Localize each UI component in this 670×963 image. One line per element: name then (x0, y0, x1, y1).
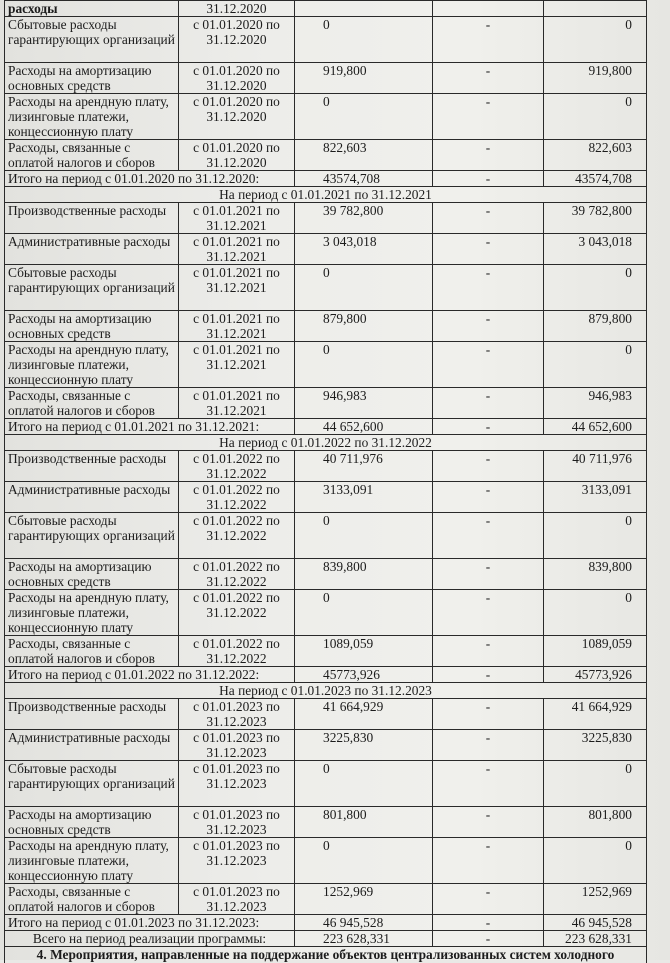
cost-item-name: Расходы на арендную плату, лизинговые платежи, концессионную плату (5, 342, 179, 388)
period-total-dash: - (433, 171, 544, 187)
cost-item-value2: 0 (544, 94, 647, 140)
period-header: На период с 01.01.2021 по 31.12.2021 (5, 187, 647, 203)
cost-item-period: с 01.01.2023 по 31.12.2023 (179, 884, 295, 915)
cost-item-dash: - (433, 559, 544, 590)
grand-total-value2: 223 628,331 (544, 931, 647, 947)
period-total-label: Итого на период с 01.01.2023 по 31.12.2023: (5, 915, 295, 931)
cost-item-value2: 1252,969 (544, 884, 647, 915)
cost-item-dash: - (433, 884, 544, 915)
cost-item-value: 3133,091 (295, 482, 433, 513)
period-header-row (5, 683, 647, 699)
cost-item-name: Расходы на амортизацию основных средств (5, 559, 179, 590)
cost-item-period: с 01.01.2021 по 31.12.2021 (179, 342, 295, 388)
cost-item-value2: 3133,091 (544, 482, 647, 513)
cost-item-name: расходы (5, 1, 179, 17)
period-total-value: 43574,708 (295, 171, 433, 187)
cost-item-dash: - (433, 342, 544, 388)
period-header: На период с 01.01.2023 по 31.12.2023 (5, 683, 647, 699)
table-row (5, 807, 647, 838)
cost-item-value: 0 (295, 17, 433, 63)
cost-item-period: 31.12.2020 (179, 1, 295, 17)
cost-item-value: 3 043,018 (295, 234, 433, 265)
cost-item-name: Расходы на арендную плату, лизинговые платежи, концессионную плату (5, 838, 179, 884)
cost-item-value2: 822,603 (544, 140, 647, 171)
period-total-value2: 43574,708 (544, 171, 647, 187)
cost-item-period: с 01.01.2023 по 31.12.2023 (179, 807, 295, 838)
table-row (5, 451, 647, 482)
table-row (5, 884, 647, 915)
cost-item-value (295, 1, 433, 17)
cost-item-dash (433, 1, 544, 17)
cost-item-value: 0 (295, 838, 433, 884)
period-total-value2: 44 652,600 (544, 419, 647, 435)
cost-item-dash: - (433, 807, 544, 838)
cost-item-value2: 1089,059 (544, 636, 647, 667)
cost-item-period: с 01.01.2022 по 31.12.2022 (179, 559, 295, 590)
cost-item-value2: 0 (544, 838, 647, 884)
cost-item-period: с 01.01.2020 по 31.12.2020 (179, 94, 295, 140)
cost-item-value: 919,800 (295, 63, 433, 94)
cost-item-value2: 801,800 (544, 807, 647, 838)
cost-item-dash: - (433, 699, 544, 730)
grand-total-value: 223 628,331 (295, 931, 433, 947)
period-total-label: Итого на период с 01.01.2022 по 31.12.2022: (5, 667, 295, 683)
period-total-value2: 45773,926 (544, 667, 647, 683)
period-total-dash: - (433, 667, 544, 683)
table-row (5, 559, 647, 590)
table-row (5, 513, 647, 559)
cost-item-value: 0 (295, 761, 433, 807)
period-total-row (5, 667, 647, 683)
cost-item-value2: 0 (544, 17, 647, 63)
table-row (5, 63, 647, 94)
cost-item-period: с 01.01.2022 по 31.12.2022 (179, 482, 295, 513)
cost-item-value2: 0 (544, 342, 647, 388)
period-total-row (5, 171, 647, 187)
cost-item-value: 41 664,929 (295, 699, 433, 730)
table-row (5, 342, 647, 388)
cost-item-dash: - (433, 63, 544, 94)
cost-item-value: 0 (295, 590, 433, 636)
cost-item-dash: - (433, 482, 544, 513)
table-row (5, 94, 647, 140)
cost-item-period: с 01.01.2021 по 31.12.2021 (179, 265, 295, 311)
cost-item-name: Расходы на амортизацию основных средств (5, 63, 179, 94)
period-total-row (5, 915, 647, 931)
cost-item-dash: - (433, 265, 544, 311)
cost-item-value: 1089,059 (295, 636, 433, 667)
cost-item-value: 946,983 (295, 388, 433, 419)
cost-item-period: с 01.01.2023 по 31.12.2023 (179, 699, 295, 730)
table-row (5, 699, 647, 730)
cost-item-value: 801,800 (295, 807, 433, 838)
period-total-dash: - (433, 419, 544, 435)
cost-item-value: 0 (295, 265, 433, 311)
cost-item-period: с 01.01.2022 по 31.12.2022 (179, 513, 295, 559)
cost-item-value: 0 (295, 94, 433, 140)
section-title-row (5, 947, 647, 963)
cost-item-name: Расходы, связанные с оплатой налогов и сборов (5, 140, 179, 171)
section-title: 4. Мероприятия, направленные на поддержание объектов централизованных систем холодного (5, 947, 647, 963)
cost-item-value2: 3225,830 (544, 730, 647, 761)
cost-item-value: 1252,969 (295, 884, 433, 915)
cost-item-name: Расходы на амортизацию основных средств (5, 311, 179, 342)
period-header-row (5, 187, 647, 203)
cost-item-period: с 01.01.2021 по 31.12.2021 (179, 203, 295, 234)
cost-item-value2: 41 664,929 (544, 699, 647, 730)
cost-item-name: Административные расходы (5, 730, 179, 761)
table-row (5, 388, 647, 419)
cost-item-period: с 01.01.2022 по 31.12.2022 (179, 590, 295, 636)
cost-item-name: Сбытовые расходы гарантирующих организаций (5, 513, 179, 559)
cost-item-value: 822,603 (295, 140, 433, 171)
cost-item-period: с 01.01.2020 по 31.12.2020 (179, 140, 295, 171)
cost-item-name: Расходы на амортизацию основных средств (5, 807, 179, 838)
table-row (5, 761, 647, 807)
cost-item-dash: - (433, 17, 544, 63)
period-total-value: 46 945,528 (295, 915, 433, 931)
cost-item-dash: - (433, 311, 544, 342)
cost-item-name: Расходы, связанные с оплатой налогов и сборов (5, 884, 179, 915)
cost-item-value: 3225,830 (295, 730, 433, 761)
cost-item-dash: - (433, 590, 544, 636)
cost-item-dash: - (433, 730, 544, 761)
cost-item-dash: - (433, 94, 544, 140)
table-row (5, 590, 647, 636)
cost-item-value: 0 (295, 513, 433, 559)
cost-item-dash: - (433, 203, 544, 234)
cost-item-period: с 01.01.2020 по 31.12.2020 (179, 63, 295, 94)
cost-item-value2: 919,800 (544, 63, 647, 94)
table-row (5, 17, 647, 63)
cost-item-value2: 839,800 (544, 559, 647, 590)
cost-item-value: 39 782,800 (295, 203, 433, 234)
cost-item-value2: 0 (544, 513, 647, 559)
cost-item-name: Сбытовые расходы гарантирующих организаций (5, 17, 179, 63)
cost-item-value: 40 711,976 (295, 451, 433, 482)
grand-total-dash: - (433, 931, 544, 947)
cost-item-period: с 01.01.2021 по 31.12.2021 (179, 388, 295, 419)
cost-item-period: с 01.01.2020 по 31.12.2020 (179, 17, 295, 63)
period-total-value: 45773,926 (295, 667, 433, 683)
cost-item-value2 (544, 1, 647, 17)
cost-item-value: 0 (295, 342, 433, 388)
cost-item-dash: - (433, 636, 544, 667)
table-row (5, 482, 647, 513)
cost-item-dash: - (433, 761, 544, 807)
cost-item-value2: 40 711,976 (544, 451, 647, 482)
grand-total-label: Всего на период реализации программы: (5, 931, 295, 947)
table-row (5, 234, 647, 265)
cost-item-period: с 01.01.2023 по 31.12.2023 (179, 838, 295, 884)
cost-item-name: Расходы, связанные с оплатой налогов и сборов (5, 636, 179, 667)
cost-item-value2: 0 (544, 761, 647, 807)
cost-item-name: Расходы на арендную плату, лизинговые платежи, концессионную плату (5, 94, 179, 140)
cost-item-name: Административные расходы (5, 234, 179, 265)
cost-item-period: с 01.01.2022 по 31.12.2022 (179, 636, 295, 667)
expenses-table (4, 0, 647, 963)
cost-item-value: 879,800 (295, 311, 433, 342)
table-row (5, 1, 647, 17)
cost-item-value2: 946,983 (544, 388, 647, 419)
table-row (5, 730, 647, 761)
expenses-table-body (5, 1, 647, 963)
table-row (5, 203, 647, 234)
cost-item-name: Сбытовые расходы гарантирующих организаций (5, 265, 179, 311)
table-row (5, 636, 647, 667)
cost-item-dash: - (433, 140, 544, 171)
table-row (5, 838, 647, 884)
cost-item-dash: - (433, 388, 544, 419)
cost-item-value2: 0 (544, 590, 647, 636)
cost-item-value2: 0 (544, 265, 647, 311)
cost-item-name: Сбытовые расходы гарантирующих организаций (5, 761, 179, 807)
table-row (5, 140, 647, 171)
period-total-value2: 46 945,528 (544, 915, 647, 931)
cost-item-name: Расходы на арендную плату, лизинговые платежи, концессионную плату (5, 590, 179, 636)
cost-item-dash: - (433, 234, 544, 265)
cost-item-value2: 3 043,018 (544, 234, 647, 265)
cost-item-value2: 39 782,800 (544, 203, 647, 234)
period-total-dash: - (433, 915, 544, 931)
cost-item-period: с 01.01.2023 по 31.12.2023 (179, 761, 295, 807)
cost-item-period: с 01.01.2021 по 31.12.2021 (179, 234, 295, 265)
table-row (5, 265, 647, 311)
period-total-label: Итого на период с 01.01.2021 по 31.12.2021: (5, 419, 295, 435)
cost-item-dash: - (433, 451, 544, 482)
cost-item-value: 839,800 (295, 559, 433, 590)
period-header: На период с 01.01.2022 по 31.12.2022 (5, 435, 647, 451)
cost-item-period: с 01.01.2021 по 31.12.2021 (179, 311, 295, 342)
cost-item-dash: - (433, 838, 544, 884)
cost-item-period: с 01.01.2023 по 31.12.2023 (179, 730, 295, 761)
cost-item-dash: - (433, 513, 544, 559)
period-total-row (5, 419, 647, 435)
period-total-value: 44 652,600 (295, 419, 433, 435)
cost-item-name: Производственные расходы (5, 451, 179, 482)
cost-item-name: Расходы, связанные с оплатой налогов и сборов (5, 388, 179, 419)
cost-item-period: с 01.01.2022 по 31.12.2022 (179, 451, 295, 482)
table-row (5, 311, 647, 342)
period-header-row (5, 435, 647, 451)
period-total-label: Итого на период с 01.01.2020 по 31.12.2020: (5, 171, 295, 187)
cost-item-name: Производственные расходы (5, 203, 179, 234)
grand-total-row (5, 931, 647, 947)
cost-item-value2: 879,800 (544, 311, 647, 342)
cost-item-name: Административные расходы (5, 482, 179, 513)
cost-item-name: Производственные расходы (5, 699, 179, 730)
